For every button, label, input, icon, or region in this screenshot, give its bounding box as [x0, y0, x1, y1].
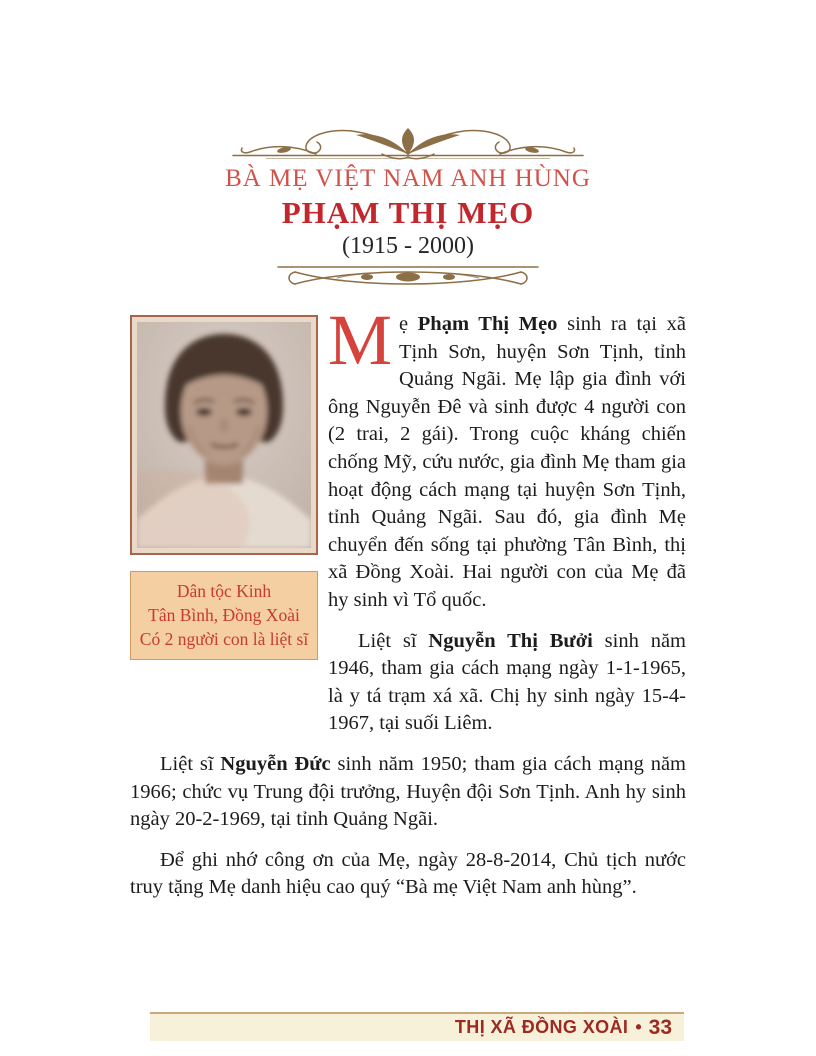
page-footer: [150, 1012, 684, 1041]
page-header: [0, 124, 816, 290]
page-title: BÀ MẸ VIỆT NAM ANH HÙNG: [225, 165, 591, 192]
martyr-name-son: Nguyễn Đức: [220, 752, 331, 775]
life-years: (1915 - 2000): [342, 233, 474, 259]
paragraph-text: sinh năm 1950; tham gia cách mạng năm 1966; chức vụ Trung đội trưởng, Huyện đội Sơn Tịnh. Anh hy sinh ngày 20-2-1969, tại tỉnh Quảng Ngãi.: [130, 752, 687, 831]
photo-caption: [130, 571, 318, 660]
footer-location: THỊ XÃ ĐỒNG XOÀI: [454, 1017, 629, 1037]
biography-content: [130, 300, 687, 902]
ornament-flourish-bottom-icon: [277, 264, 539, 290]
caption-line-location: Tân Bình, Đồng Xoài: [148, 605, 300, 625]
paragraph-text: sinh năm 1946, tham gia cách mạng ngày 1-1-1965, là y tá trạm xá xã. Chị hy sinh ngày 15-4-1967, tại suối Liêm.: [328, 629, 686, 735]
mother-name-inline: Phạm Thị Mẹo: [417, 313, 558, 335]
footer-bullet-icon: •: [635, 1017, 642, 1037]
ornament-flourish-top-icon: [232, 124, 584, 162]
paragraph-martyr-son: [130, 751, 686, 834]
paragraph-text: sinh ra tại xã Tịnh Sơn, huyện Sơn Tịnh, tỉnh Quảng Ngãi. Mẹ lập gia đình với ông Nguyễn Đê và sinh được 4 người con (2 trai, 2 gái). Trong cuộc kháng chiến chống Mỹ, cứu nước, gia đình Mẹ tham gia hoạt động cách mạng tại huyện Sơn Tịnh, tỉnh Quảng Ngãi. Sau đó, gia đình Mẹ chuyển đến sống tại phường Tân Bình, thị xã Đồng Xoài. Hai người con của Mẹ đã hy sinh vì Tổ quốc.: [328, 313, 686, 611]
paragraph-text: Liệt sĩ: [358, 629, 429, 652]
portrait-illustration: [137, 322, 311, 548]
photo-column: [130, 315, 318, 716]
paragraph-honor: [130, 847, 686, 902]
portrait-photo: [130, 315, 318, 555]
dropcap-letter: M: [328, 300, 393, 380]
paragraph-text: Liệt sĩ: [160, 752, 221, 775]
paragraph-text: Để ghi nhớ công ơn của Mẹ, ngày 28-8-2014, Chủ tịch nước truy tặng Mẹ danh hiệu cao quý “Bà mẹ Việt Nam anh hùng”.: [130, 848, 686, 899]
page-number: 33: [648, 1015, 672, 1039]
mother-name: PHẠM THỊ MẸO: [281, 195, 535, 230]
martyr-name-daughter: Nguyễn Thị Bưởi: [428, 629, 593, 652]
caption-line-ethnicity: Dân tộc Kinh: [176, 581, 272, 601]
paragraph-text: ẹ: [399, 313, 418, 335]
column-spacer: [130, 660, 318, 716]
caption-line-martyrs: Có 2 người con là liệt sĩ: [139, 629, 309, 649]
